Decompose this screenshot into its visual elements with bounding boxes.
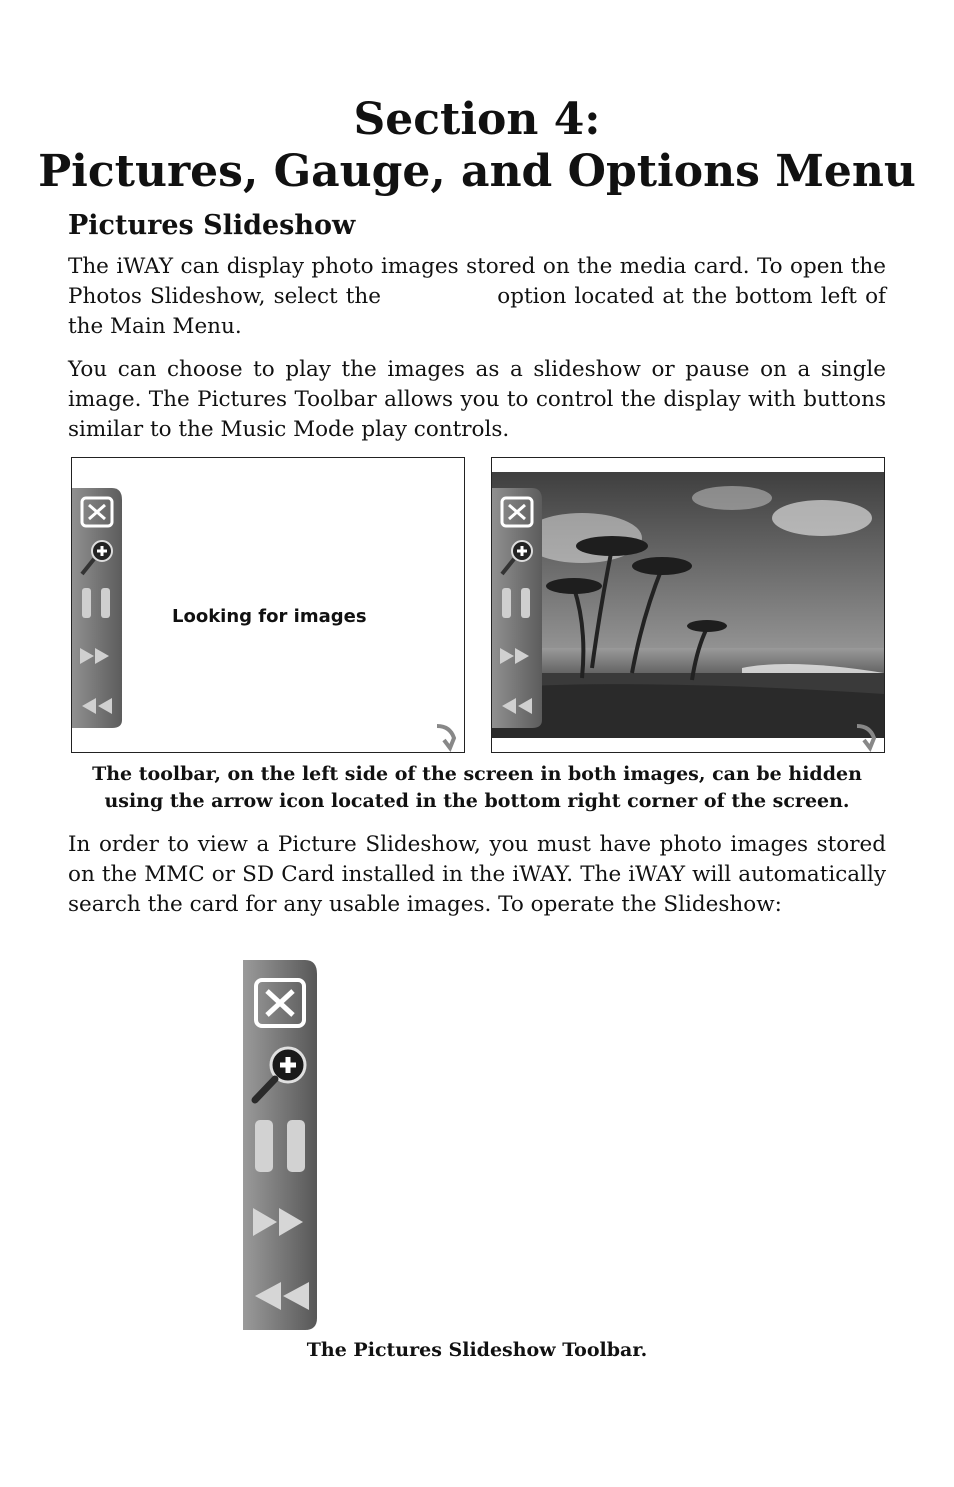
hide-arrow-icon: [437, 726, 454, 748]
section-title-line2: Pictures, Gauge, and Options Menu: [38, 146, 916, 197]
screenshot-photo: [491, 457, 885, 753]
section-title-line1: Section 4:: [353, 94, 601, 145]
caption-1-line1: The toolbar, on the left side of the screen in both images, can be hidden: [92, 763, 862, 785]
caption-1-line2: using the arrow icon located in the bottom right corner of the screen.: [104, 790, 850, 812]
paragraph-1-part2: option located at the bottom left of the Main Menu.: [68, 284, 886, 339]
figure-caption-1: [40, 761, 914, 815]
slideshow-toolbar: [243, 960, 323, 1332]
toolbar-small-1: [72, 458, 464, 752]
screenshot-looking: [71, 457, 465, 753]
beach-photo: [492, 458, 884, 752]
subheading: Pictures Slideshow: [68, 210, 356, 241]
paragraph-1: [68, 252, 886, 342]
paragraph-2: You can choose to play the images as a slideshow or pause on a single image. The Pictures Toolbar allows you to control the display with buttons similar to the Music Mode play controls.: [68, 357, 886, 442]
looking-for-images-text: Looking for images: [172, 606, 367, 627]
paragraph-1-part1: The iWAY can display photo images stored on the media card. To open the Photos Slideshow, select the: [68, 254, 886, 309]
figure-caption-2: The Pictures Slideshow Toolbar.: [306, 1339, 648, 1361]
paragraph-3: In order to view a Picture Slideshow, you must have photo images stored on the MMC or SD Card installed in the iWAY. The iWAY will automatically search the card for any usable images. To operate the Slideshow:: [68, 832, 886, 917]
